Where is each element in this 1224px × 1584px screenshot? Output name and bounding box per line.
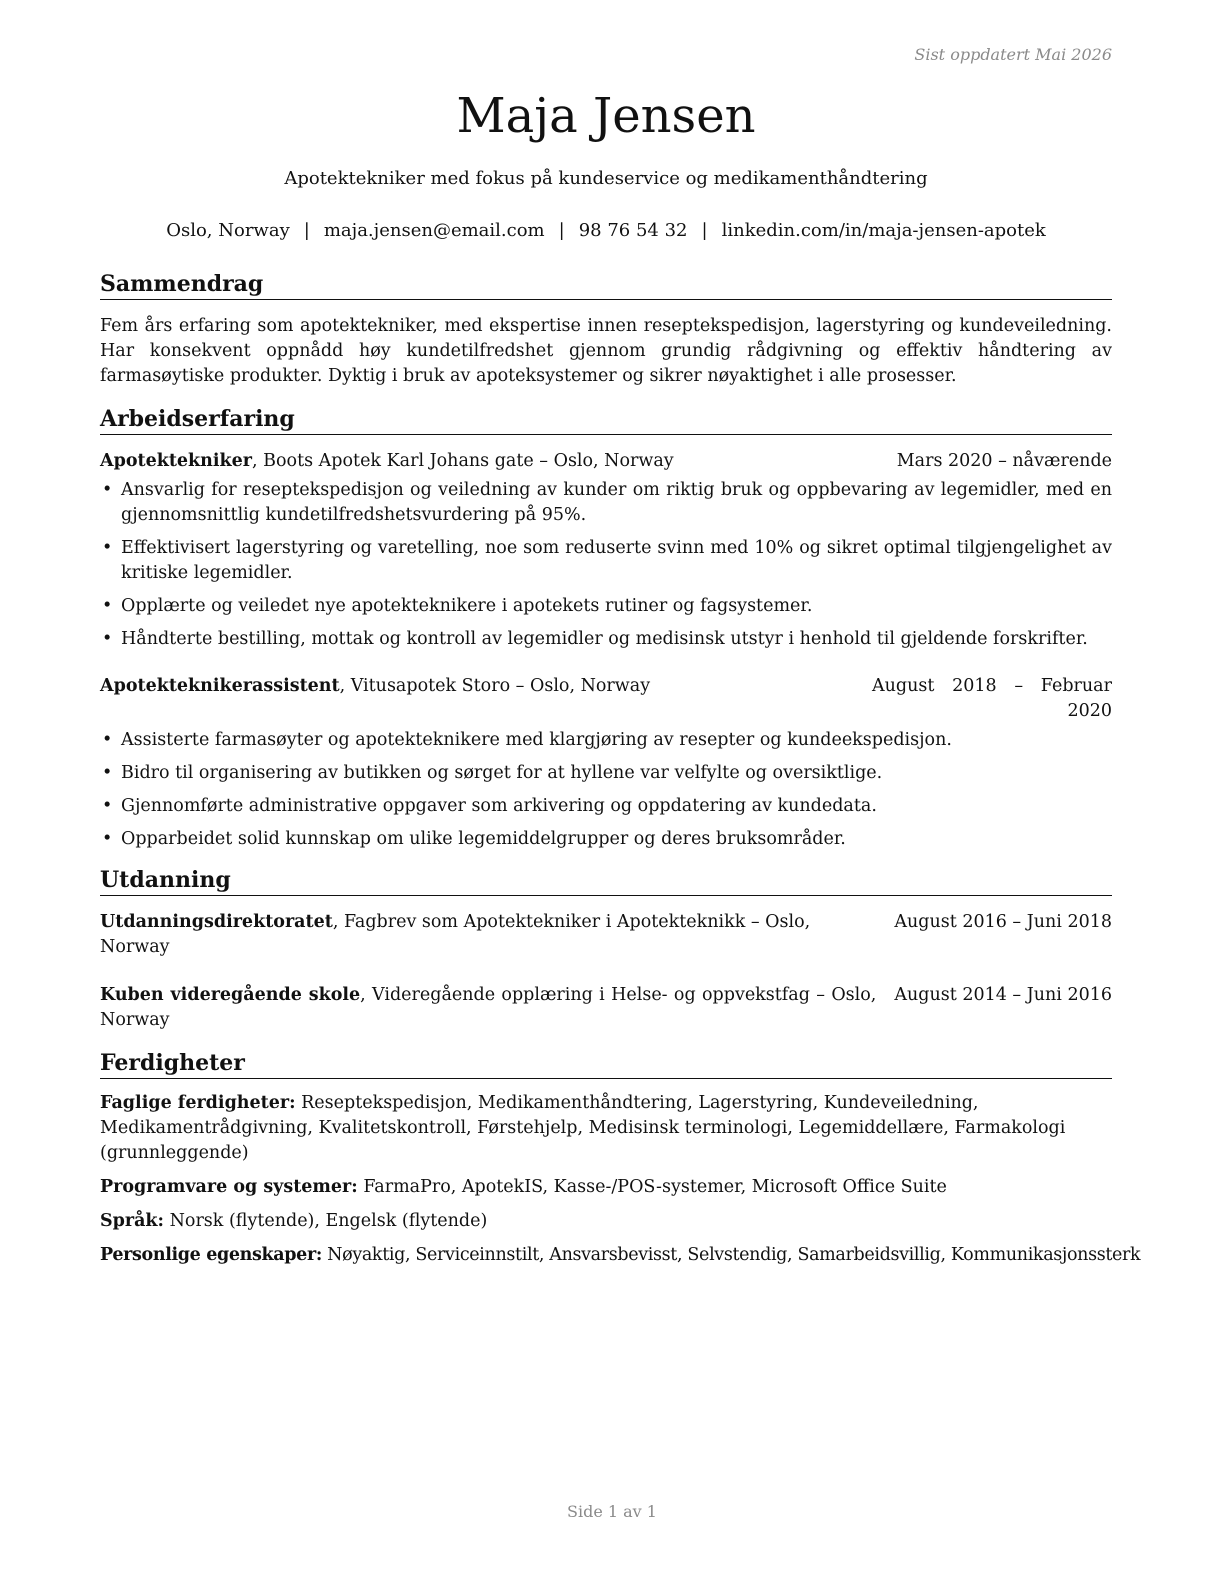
skill-value: Norsk (flytende), Engelsk (flytende) [164, 1211, 488, 1231]
job-header [100, 449, 1112, 474]
job-bullets [100, 728, 1112, 852]
education-school: Utdanningsdirektoratet [100, 912, 333, 932]
skill-row [100, 1091, 1112, 1166]
summary-text: Fem års erfaring som apotektekniker, med ekspertise innen reseptekspedisjon, lagerstyring og kundeveiledning. Har konsekvent oppnådd høy kundetilfredshet gjennom grundig rådgivning og effektiv håndtering av farmasøytiske produkter. Dyktig i bruk av apoteksystemer og sikrer nøyaktighet i alle prosesser. [100, 316, 1112, 386]
section-title-skills: Ferdigheter [100, 1049, 1112, 1079]
skill-label: Faglige ferdigheter: [100, 1093, 296, 1113]
resume-content [100, 270, 1141, 1277]
education-detail: , Fagbrev som Apotektekniker i Apotekteknikk – Oslo, Norway [100, 912, 811, 957]
skill-value: Nøyaktig, Serviceinnstilt, Ansvarsbevisst, Selvstendig, Samarbeidsvillig, Kommunikasjonssterk [321, 1245, 1141, 1265]
education-entry [100, 910, 1112, 960]
page-number: Side 1 av 1 [567, 1502, 657, 1521]
contact-email[interactable]: maja.jensen@email.com [323, 220, 545, 241]
candidate-name: Maja Jensen [456, 88, 756, 144]
skill-label: Språk: [100, 1211, 165, 1231]
skill-label: Personlige egenskaper: [100, 1245, 322, 1265]
skill-row [100, 1243, 1141, 1268]
list-item: • Gjennomførte administrative oppgaver som arkivering og oppdatering av kundedata. [100, 794, 1112, 819]
list-item: • Effektivisert lagerstyring og varetelling, noe som reduserte svinn med 10% og sikret optimal tilgjengelighet av kritiske legemidler. [100, 536, 1112, 586]
education-detail: , Videregående opplæring i Helse- og oppvekstfag – Oslo, Norway [100, 985, 877, 1030]
skills-list [100, 1091, 1141, 1268]
tagline: Apotektekniker med fokus på kundeservice og medikamenthåndtering [284, 168, 928, 189]
job-bullets [100, 478, 1112, 652]
list-item: • Assisterte farmasøyter og apotekteknikere med klargjøring av resepter og kundeekspedisjon. [100, 728, 1112, 753]
last-updated: Sist oppdatert Mai 2026 [914, 45, 1112, 64]
skill-value: Reseptekspedisjon, Medikamenthåndtering, Lagerstyring, Kundeveiledning, Medikamentrådgivning, Kvalitetskontroll, Førstehjelp, Medisinsk terminologi, Legemiddellære, Farmakologi (grunnleggende) [100, 1093, 1066, 1163]
list-item: • Opplærte og veiledet nye apotekteknikere i apotekets rutiner og fagsystemer. [100, 594, 1112, 619]
section-title-experience: Arbeidserfaring [100, 405, 1112, 435]
list-item: • Ansvarlig for reseptekspedisjon og veiledning av kunder om riktig bruk og oppbevaring av legemidler, med en gjennomsnittlig kundetilfredshetsvurdering på 95%. [100, 478, 1112, 528]
contact-separator: | [701, 220, 708, 241]
contact-linkedin[interactable]: linkedin.com/in/maja-jensen-apotek [721, 220, 1046, 241]
job-title: Apotekteknikerassistent [100, 676, 340, 696]
skill-label: Programvare og systemer: [100, 1177, 358, 1197]
section-title-education: Utdanning [100, 866, 1112, 896]
contact-location: Oslo, Norway [166, 220, 290, 241]
list-item: • Opparbeidet solid kunnskap om ulike legemiddelgrupper og deres bruksområder. [100, 827, 1112, 852]
section-title-summary: Sammendrag [100, 270, 1112, 300]
contact-separator: | [558, 220, 565, 241]
education-dates: August 2014 – Juni 2016 [894, 985, 1112, 1005]
skill-value: FarmaPro, ApotekIS, Kasse-/POS-systemer, Microsoft Office Suite [357, 1177, 947, 1197]
education-entry [100, 983, 1112, 1033]
education-school: Kuben videregående skole [100, 985, 361, 1005]
job-header [100, 674, 1112, 724]
job-employer: , Boots Apotek Karl Johans gate – Oslo, Norway [252, 451, 674, 471]
job-title: Apotektekniker [100, 451, 253, 471]
list-item: • Håndterte bestilling, mottak og kontroll av legemidler og medisinsk utstyr i henhold til gjeldende forskrifter. [100, 627, 1112, 652]
job-employer: , Vitusapotek Storo – Oslo, Norway [339, 676, 651, 696]
job-dates: August 2018 – Februar 2020 [872, 676, 1112, 721]
skill-row [100, 1175, 1112, 1200]
job-dates: Mars 2020 – nåværende [896, 451, 1112, 471]
contact-phone: 98 76 54 32 [578, 220, 688, 241]
skill-row [100, 1209, 1112, 1234]
job-entry [100, 674, 1112, 852]
education-dates: August 2016 – Juni 2018 [894, 912, 1112, 932]
contact-separator: | [303, 220, 310, 241]
contact-line [100, 220, 1112, 241]
list-item: • Bidro til organisering av butikken og sørget for at hyllene var velfylte og oversiktlige. [100, 761, 1112, 786]
job-entry [100, 449, 1112, 652]
